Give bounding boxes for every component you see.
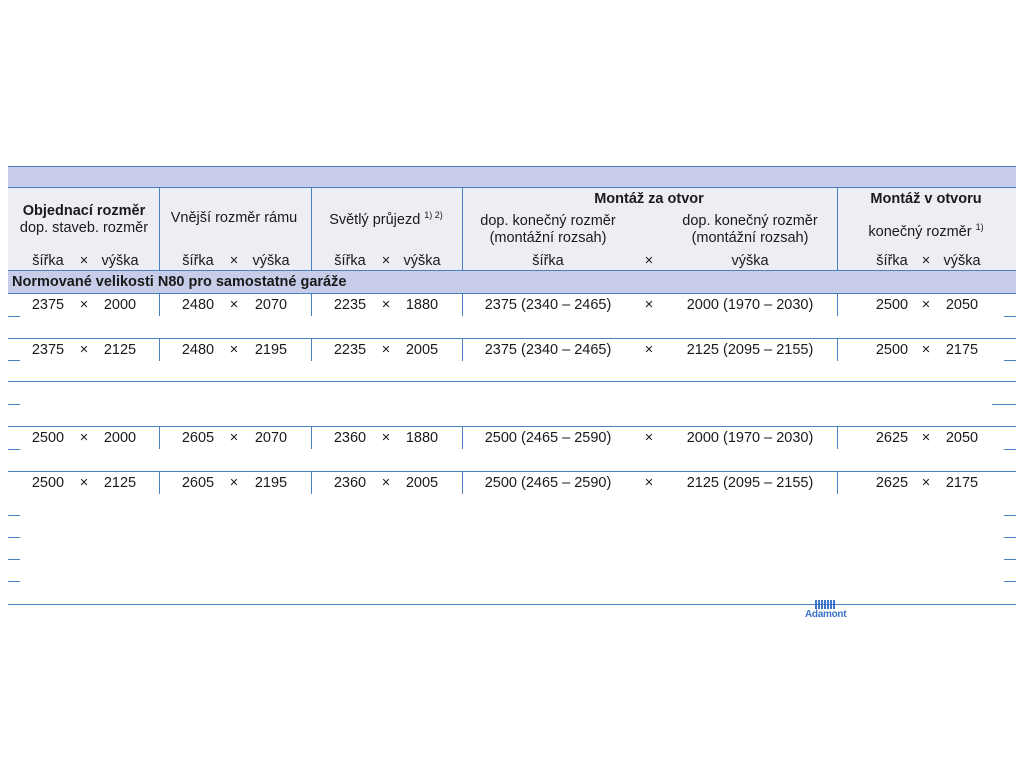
column-divider xyxy=(311,472,312,494)
times: × xyxy=(644,342,654,358)
group2-sub-text: konečný rozměr xyxy=(868,223,972,240)
clear-width: 2235 xyxy=(333,342,367,358)
rule xyxy=(1004,537,1016,538)
times: × xyxy=(79,297,89,313)
frame-height: 2070 xyxy=(254,430,288,446)
group2-title: Montáž v otvoru xyxy=(870,191,982,207)
times: × xyxy=(79,342,89,358)
times: × xyxy=(921,297,931,313)
behind-width: 2375 (2340 – 2465) xyxy=(484,342,612,358)
group2-footnote: 1) xyxy=(975,222,984,232)
rule xyxy=(8,316,20,317)
col3-footnote: 1) 2) xyxy=(424,210,443,220)
col1-height-label: výška xyxy=(101,253,139,269)
column-divider xyxy=(462,339,463,361)
column-divider xyxy=(159,472,160,494)
rule xyxy=(8,559,20,560)
times: × xyxy=(644,475,654,491)
times: × xyxy=(381,342,391,358)
behind-height: 2000 (1970 – 2030) xyxy=(686,297,814,313)
in-opening-height: 2050 xyxy=(945,430,979,446)
column-divider xyxy=(311,427,312,449)
clear-height: 1880 xyxy=(405,430,439,446)
rule xyxy=(8,604,1016,605)
group1-times: × xyxy=(644,253,654,269)
column-divider xyxy=(159,339,160,361)
clear-height: 2005 xyxy=(405,342,439,358)
times: × xyxy=(921,475,931,491)
behind-width: 2500 (2465 – 2590) xyxy=(484,430,612,446)
group2-width-label: šířka xyxy=(876,253,908,269)
frame-height: 2195 xyxy=(254,475,288,491)
order-width: 2500 xyxy=(31,475,65,491)
rule xyxy=(8,166,1016,167)
times: × xyxy=(644,297,654,313)
group1-left-sub: dop. konečný rozměr xyxy=(480,213,616,229)
group2-height-label: výška xyxy=(943,253,981,269)
frame-height: 2195 xyxy=(254,342,288,358)
order-width: 2500 xyxy=(31,430,65,446)
rule xyxy=(8,515,20,516)
clear-width: 2360 xyxy=(333,475,367,491)
times: × xyxy=(229,430,239,446)
brand-logo xyxy=(805,598,845,620)
col1-times: × xyxy=(79,253,89,269)
column-divider xyxy=(837,294,838,316)
section-title: Normované velikosti N80 pro samostatné garáže xyxy=(12,274,347,290)
behind-width: 2375 (2340 – 2465) xyxy=(484,297,612,313)
behind-height: 2125 (2095 – 2155) xyxy=(686,475,814,491)
col1-title: Objednací rozměr xyxy=(22,203,146,219)
times: × xyxy=(381,297,391,313)
frame-width: 2605 xyxy=(181,475,215,491)
rule xyxy=(8,360,20,361)
col3-title-text: Světlý průjezd xyxy=(329,211,421,228)
group1-height-label: výška xyxy=(731,253,769,269)
order-height: 2125 xyxy=(103,475,137,491)
col3-width-label: šířka xyxy=(334,253,366,269)
column-divider xyxy=(311,294,312,316)
rule xyxy=(8,537,20,538)
group2-sub xyxy=(868,222,983,240)
order-height: 2000 xyxy=(103,430,137,446)
group1-right-sub: dop. konečný rozměr xyxy=(682,213,818,229)
order-width: 2375 xyxy=(31,342,65,358)
column-divider xyxy=(837,188,838,271)
group2-times: × xyxy=(921,253,931,269)
in-opening-width: 2625 xyxy=(875,475,909,491)
behind-width: 2500 (2465 – 2590) xyxy=(484,475,612,491)
behind-height: 2125 (2095 – 2155) xyxy=(686,342,814,358)
rule xyxy=(8,581,20,582)
group1-left-sub2: (montážní rozsah) xyxy=(489,230,607,246)
col2-height-label: výška xyxy=(252,253,290,269)
order-height: 2125 xyxy=(103,342,137,358)
rule xyxy=(1004,316,1016,317)
times: × xyxy=(229,475,239,491)
times: × xyxy=(921,342,931,358)
rule xyxy=(1004,449,1016,450)
col3-times: × xyxy=(381,253,391,269)
in-opening-height: 2175 xyxy=(945,475,979,491)
col3-title xyxy=(329,210,443,228)
group1-width-label: šířka xyxy=(532,253,564,269)
column-divider xyxy=(311,188,312,271)
col2-title: Vnější rozměr rámu xyxy=(170,210,298,226)
column-divider xyxy=(159,294,160,316)
times: × xyxy=(79,430,89,446)
column-divider xyxy=(462,472,463,494)
times: × xyxy=(381,475,391,491)
times: × xyxy=(644,430,654,446)
column-divider xyxy=(837,339,838,361)
order-width: 2375 xyxy=(31,297,65,313)
group1-title: Montáž za otvor xyxy=(594,191,704,207)
order-height: 2000 xyxy=(103,297,137,313)
column-divider xyxy=(462,294,463,316)
rule xyxy=(8,404,20,405)
col3-height-label: výška xyxy=(403,253,441,269)
frame-width: 2480 xyxy=(181,342,215,358)
rule xyxy=(1004,559,1016,560)
times: × xyxy=(229,297,239,313)
times: × xyxy=(921,430,931,446)
col1-subtitle: dop. staveb. rozměr xyxy=(19,220,149,236)
rule xyxy=(992,404,1016,405)
table-top-band xyxy=(8,167,1016,187)
size-table xyxy=(8,0,1016,768)
clear-width: 2360 xyxy=(333,430,367,446)
rule xyxy=(1004,360,1016,361)
col2-width-label: šířka xyxy=(182,253,214,269)
frame-width: 2480 xyxy=(181,297,215,313)
col1-width-label: šířka xyxy=(32,253,64,269)
column-divider xyxy=(462,188,463,271)
clear-height: 2005 xyxy=(405,475,439,491)
clear-height: 1880 xyxy=(405,297,439,313)
in-opening-width: 2500 xyxy=(875,297,909,313)
in-opening-height: 2050 xyxy=(945,297,979,313)
times: × xyxy=(79,475,89,491)
col2-times: × xyxy=(229,253,239,269)
rule xyxy=(8,381,1016,382)
clear-width: 2235 xyxy=(333,297,367,313)
times: × xyxy=(229,342,239,358)
column-divider xyxy=(462,427,463,449)
behind-height: 2000 (1970 – 2030) xyxy=(686,430,814,446)
frame-height: 2070 xyxy=(254,297,288,313)
in-opening-height: 2175 xyxy=(945,342,979,358)
column-divider xyxy=(159,427,160,449)
group1-right-sub2: (montážní rozsah) xyxy=(691,230,809,246)
times: × xyxy=(381,430,391,446)
rule xyxy=(1004,515,1016,516)
column-divider xyxy=(159,188,160,271)
rule xyxy=(1004,581,1016,582)
column-divider xyxy=(311,339,312,361)
in-opening-width: 2500 xyxy=(875,342,909,358)
in-opening-width: 2625 xyxy=(875,430,909,446)
column-divider xyxy=(837,472,838,494)
rule xyxy=(8,449,20,450)
frame-width: 2605 xyxy=(181,430,215,446)
column-divider xyxy=(837,427,838,449)
logo-text: Adamont xyxy=(805,609,847,620)
logo-bars-icon xyxy=(805,600,845,609)
